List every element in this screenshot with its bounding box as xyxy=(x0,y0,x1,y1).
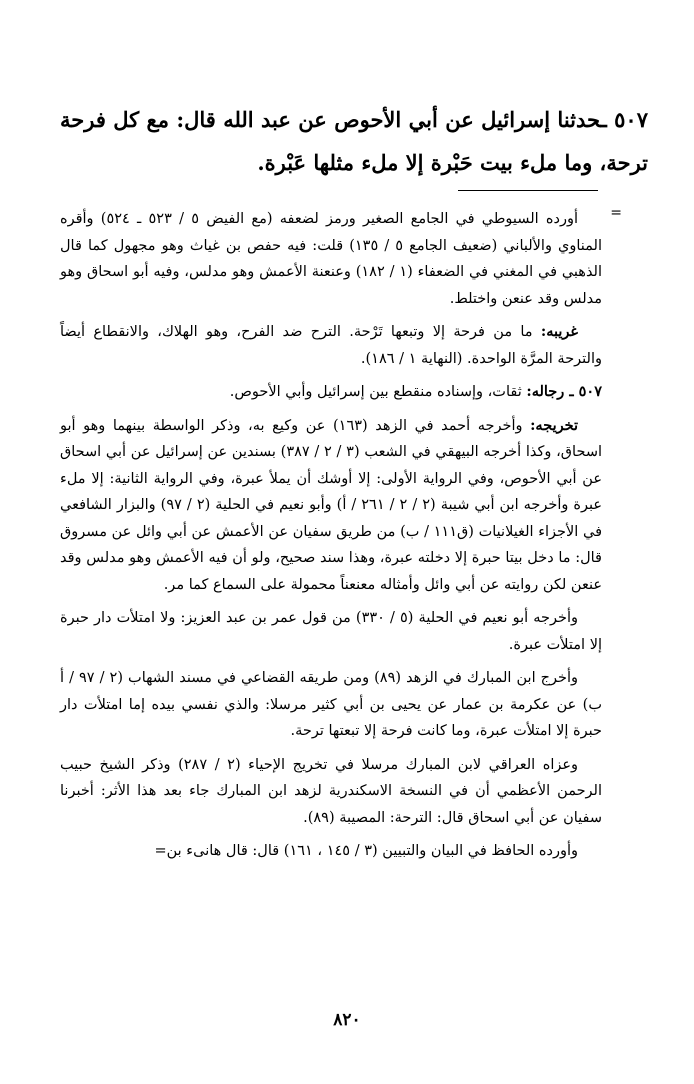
note-iraqi: وعزاه العراقي لابن المبارك مرسلا في تخريج الإحياء (٢ / ٢٨٧) وذكر الشيخ حبيب الرحمن الأعظمي أن في النسخة الاسكندرية لزهد ابن المبارك جاء بعد هذا الأثر: أخبرنا سفيان عن أبي اسحاق قال: الترحة: المصيبة (٨٩). xyxy=(60,756,602,826)
note-abu-nuaym: وأخرجه أبو نعيم في الحلية (٥ / ٣٣٠) من قول عمر بن عبد العزيز: ولا امتلأت دار حبرة إلا امتلأت عبرة. xyxy=(60,610,602,653)
note-jahiz: وأورده الحافظ في البيان والتبيين (٣ / ١٤٥ ، ١٦١) قال: قال هانىء بن= xyxy=(154,843,578,859)
note-rijal xyxy=(60,379,602,406)
note-gharib xyxy=(60,319,602,372)
continuation-mark: = xyxy=(610,205,622,221)
rijal-text: ثقات، وإسناده منقطع بين إسرائيل وأبي الأحوص. xyxy=(229,384,522,400)
note-takhrij xyxy=(60,413,602,599)
takhrij-text: وأخرجه أحمد في الزهد (١٦٣) عن وكيع به، وذكر الواسطة بينهما وهو أبو اسحاق، وكذا أخرجه البيهقي في الشعب (٣ / ٢ / ٣٨٧) بسندين عن إسرائيل عن أبي اسحاق عن أبي الأحوص، وفي الرواية الأولى: إلا أوشك أن يملأ عبرة، وفي الرواية الثانية: إلا ملء عبرة وأخرجه ابن أبي شيبة (٢ / ٢ / ٢٦١ / أ) وأبو نعيم في الحلية (٢ / ٩٧) والبزار الشافعي في الأجزاء الغيلانيات (ق١١١ / ب) من طريق سفيان عن الأعمش عن أبي وائل عن مسروق قال: ما دخل بيتا حبرة إلا دخلته عبرة، وهذا سند صحيح، ولو أن فيه الأعمش وهو مدلس وقد عنعن لكن روايته عن أبي وائل وأمثاله معنعناً محمولة على السماع كما مر. xyxy=(60,417,603,593)
footnotes-block xyxy=(60,206,602,872)
note-ibn-mubarak: وأخرج ابن المبارك في الزهد (٨٩) ومن طريقه القضاعي في مسند الشهاب (٢ / ٩٧ / أ ب) عن عكرمة بن عمار عن يحيى بن أبي كثير مرسلا: والذي نفسي بيده إما امتلأت دار حبرة إلا امتلأت عبرة، وما كانت فرحة إلا تبعتها ترحة. xyxy=(60,670,602,739)
gharib-label: غريبه: xyxy=(540,323,578,340)
rijal-label: ٥٠٧ ـ رجاله: xyxy=(526,383,602,400)
footnote-separator xyxy=(458,190,598,191)
hadith-number: ٥٠٧ ـ xyxy=(600,107,648,132)
gharib-text: ما من فرحة إلا وتبعها تَرْحة. الترح ضد الفرح، وهو الهلاك، والانقطاع أيضاً والترحة المرَّة الواحدة. (النهاية ١ / ١٨٦). xyxy=(60,324,602,367)
note-suyuti: أورده السيوطي في الجامع الصغير ورمز لضعفه (مع الفيض ٥ / ٥٢٣ ـ ٥٢٤) وأقره المناوي والألباني (ضعيف الجامع ٥ / ١٣٥) قلت: فيه حفص بن غياث وهو مجهول كما قال الذهبي في المغني في الضعفاء (١ / ١٨٢) وعنعنة الأعمش وهو مدلس، وفيه أبو اسحاق وهو مدلس وقد عنعن واختلط. xyxy=(60,211,603,307)
hadith-body: حدثنا إسرائيل عن أبي الأحوص عن عبد الله قال: مع كل فرحة ترحة، وما ملء بيت حَبْرة إلا ملء مثلها عَبْرة. xyxy=(60,107,648,175)
takhrij-label: تخريجه: xyxy=(530,416,578,434)
hadith-text-block xyxy=(60,98,648,184)
page-number: ٨٢٠ xyxy=(333,1010,361,1030)
